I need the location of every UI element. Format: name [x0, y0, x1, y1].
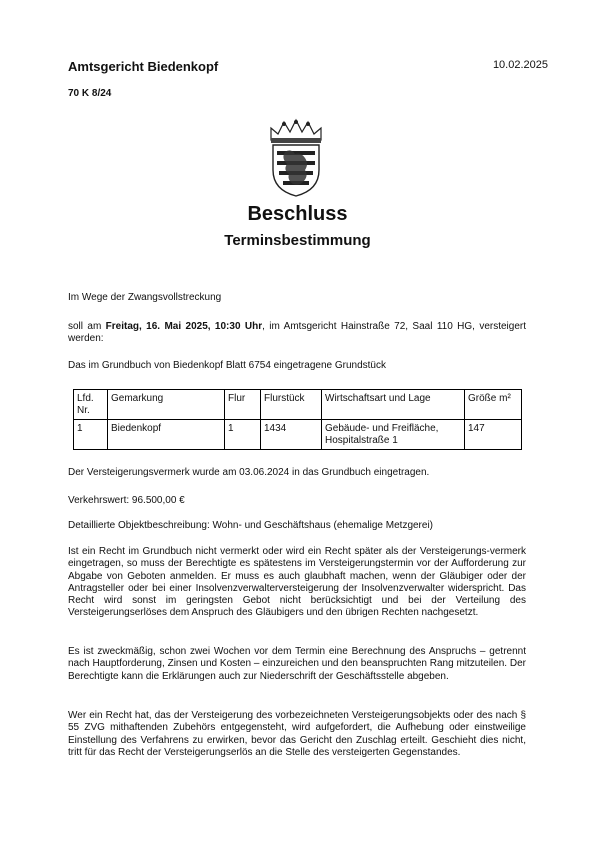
- column-header-number: Lfd. Nr.: [74, 390, 108, 420]
- table-header-row: [74, 390, 522, 420]
- file-number: 70 K 8/24: [68, 88, 112, 99]
- table-row: [74, 420, 522, 450]
- auction-date-time: Freitag, 16. Mai 2025, 10:30 Uhr: [105, 321, 263, 332]
- column-header-district: Gemarkung: [108, 390, 225, 420]
- document-title: Beschluss: [247, 203, 348, 225]
- intro-text: Im Wege der Zwangsvollstreckung: [68, 292, 222, 303]
- document-date: 10.02.2025: [492, 59, 548, 71]
- cell-size: 147: [465, 420, 522, 450]
- cell-district: Biedenkopf: [108, 420, 225, 450]
- auction-announcement: [68, 321, 526, 346]
- column-header-usage: Wirtschaftsart und Lage: [322, 390, 465, 420]
- cell-number: 1: [74, 420, 108, 450]
- auction-prefix: soll am: [68, 321, 106, 332]
- parcel-intro: Das im Grundbuch von Biedenkopf Blatt 6754 eingetragene Grundstück: [68, 360, 386, 371]
- column-header-parcel: Flurstück: [261, 390, 322, 420]
- auction-suffix: , im Amtsgericht Hainstraße 72, Saal 110 HG, versteigert werden:: [68, 321, 527, 345]
- column-header-flur: Flur: [225, 390, 261, 420]
- register-note: Der Versteigerungsvermerk wurde am 03.06.2024 in das Grundbuch eingetragen.: [68, 467, 430, 478]
- document-subtitle: Terminsbestimmung: [224, 232, 371, 249]
- paragraph-rights-registration: Ist ein Recht im Grundbuch nicht vermerkt oder wird ein Recht später als der Versteigerungs-vermerk eingetragen, so muss der Berechtigte es spätestens im Versteigerungstermin vor der Aufforderung zur Abgabe von Geboten anmelden. Er muss es auch glaubhaft machen, wenn der Gläubiger oder der Antragsteller oder bei einer Insolvenzverwalterversteigerung der Insolvenzverwalter widerspricht. Das Recht wird sonst im geringsten Gebot nicht berücksichtigt und bei der Verteilung des Versteigerungserlöses dem Anspruch des Gläubigers und den übrigen Rechten nachgesetzt.: [68, 546, 526, 619]
- cell-flur: 1: [225, 420, 261, 450]
- paragraph-opposing-rights: Wer ein Recht hat, das der Versteigerung des vorbezeichneten Versteigerungsobjekts oder des nach § 55 ZVG mithaftenden Zubehörs entgegensteht, wird aufgefordert, die Aufhebung oder einstweilige Einstellung des Verfahrens zu erwirken, bevor das Gericht den Zuschlag erteilt. Geschieht dies nicht, tritt für das Recht der Versteigerungserlös an die Stelle des versteigerten Gegenstandes.: [68, 710, 526, 758]
- land-register-table: [73, 389, 522, 450]
- column-header-size: Größe m²: [465, 390, 522, 420]
- court-name: Amtsgericht Biedenkopf: [68, 59, 219, 74]
- object-description: Detaillierte Objektbeschreibung: Wohn- und Geschäftshaus (ehemalige Metzgerei): [68, 520, 434, 531]
- cell-usage: Gebäude- und Freifläche, Hospitalstraße 1: [322, 420, 465, 450]
- hesse-coat-of-arms-icon: [265, 118, 327, 198]
- cell-parcel: 1434: [261, 420, 322, 450]
- market-value: Verkehrswert: 96.500,00 €: [68, 495, 185, 506]
- paragraph-claim-calculation: Es ist zweckmäßig, schon zwei Wochen vor dem Termin eine Berechnung des Anspruchs – getrennt nach Hauptforderung, Zinsen und Kosten – einzureichen und den beanspruchten Rang mitzuteilen. Der Berechtigte kann die Erklärungen auch zur Niederschrift der Geschäftsstelle abgeben.: [68, 646, 526, 682]
